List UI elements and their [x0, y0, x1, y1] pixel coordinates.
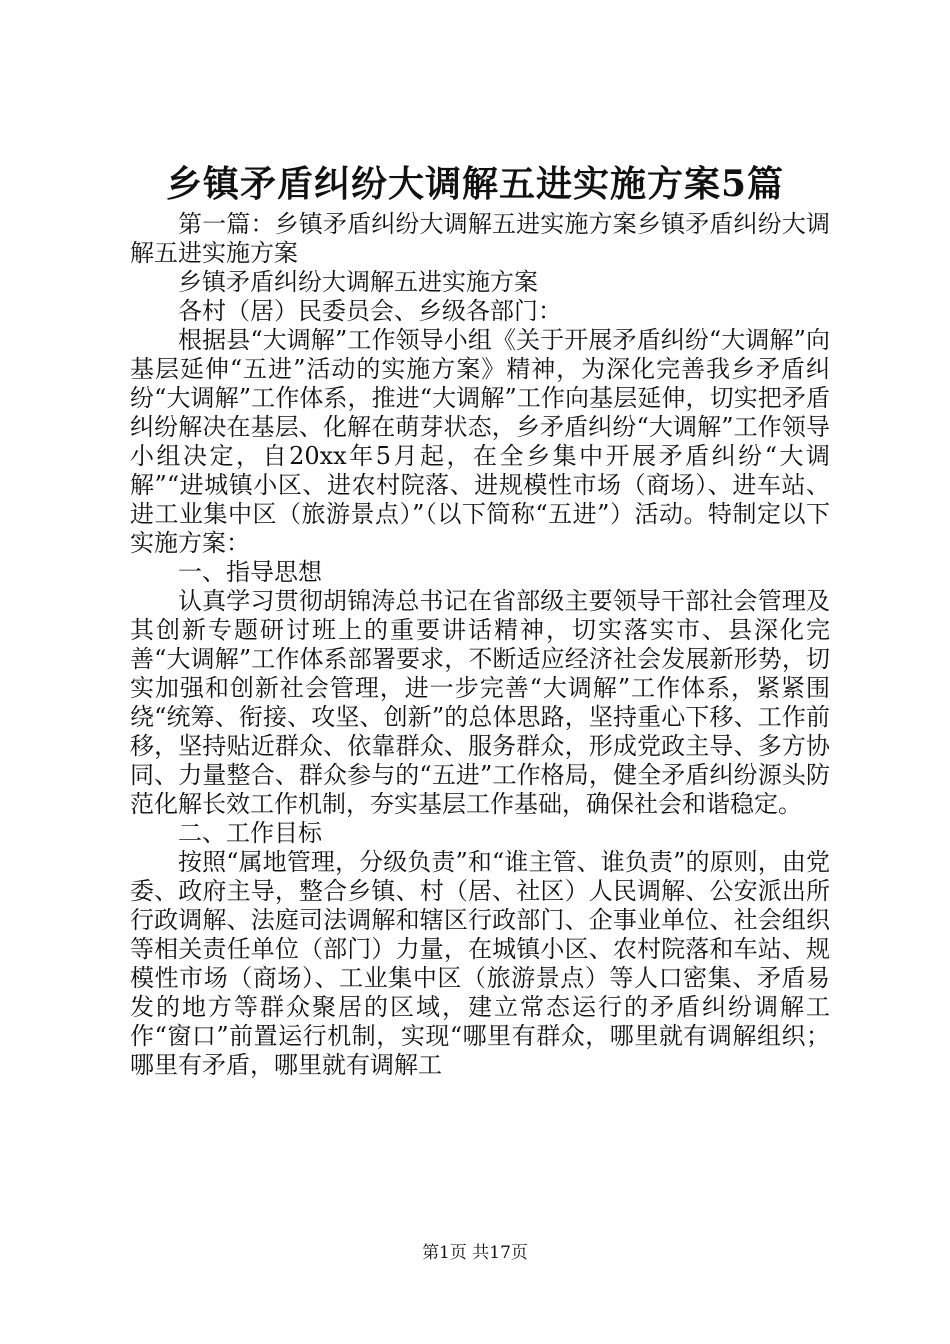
body-paragraph: 各村（居）民委员会、乡级各部门： [178, 297, 562, 325]
body-paragraph: 根据县“大调解”工作领导小组《关于开展矛盾纠纷“大调解”向基层延伸“五进”活动的实施方案》精神，为深化完善我乡矛盾纠纷“大调解”工作体系，推进“大调解”工作向基层延伸，切实把矛盾纠纷解决在基层、化解在萌芽状态，乡矛盾纠纷“大调解”工作领导小组决定，自20xx年5月起，在全乡集中开展矛盾纠纷“大调解”“进城镇小区、进农村院落、进规模性市场（商场）、进车站、进工业集中区（旅游景点）”（以下简称“五进”）活动。特制定以下实施方案： [130, 326, 830, 557]
body-paragraph: 认真学习贯彻胡锦涛总书记在省部级主要领导干部社会管理及其创新专题研讨班上的重要讲话精神，切实落实市、县深化完善“大调解”工作体系部署要求，不断适应经济社会发展新形势，切实加强和创新社会管理，进一步完善“大调解”工作体系，紧紧围绕“统筹、衔接、攻坚、创新”的总体思路，坚持重心下移、工作前移，坚持贴近群众、依靠群众、服务群众，形成党政主导、多方协同、力量整合、群众参与的“五进”工作格局，健全矛盾纠纷源头防范化解长效工作机制，夯实基层工作基础，确保社会和谐稳定。 [130, 587, 830, 818]
body-paragraph: 按照“属地管理，分级负责”和“谁主管、谁负责”的原则，由党委、政府主导，整合乡镇、村（居、社区）人民调解、公安派出所行政调解、法庭司法调解和辖区行政部门、企事业单位、社会组织等相关责任单位（部门）力量，在城镇小区、农村院落和车站、规模性市场（商场）、工业集中区（旅游景点）等人口密集、矛盾易发的地方等群众聚居的区域，建立常态运行的矛盾纠纷调解工作“窗口”前置运行机制，实现“哪里有群众，哪里就有调解组织；哪里有矛盾，哪里就有调解工 [130, 848, 830, 1079]
document-body [130, 210, 830, 1080]
section-heading: 一、指导思想 [178, 558, 322, 586]
document-title: 乡镇矛盾纠纷大调解五进实施方案5篇 [165, 163, 785, 205]
body-paragraph: 第一篇：乡镇矛盾纠纷大调解五进实施方案乡镇矛盾纠纷大调解五进实施方案 [130, 210, 830, 267]
body-paragraph: 乡镇矛盾纠纷大调解五进实施方案 [178, 268, 538, 296]
section-heading: 二、工作目标 [178, 819, 322, 847]
page-footer: 第1页 共17页 [422, 1243, 528, 1263]
